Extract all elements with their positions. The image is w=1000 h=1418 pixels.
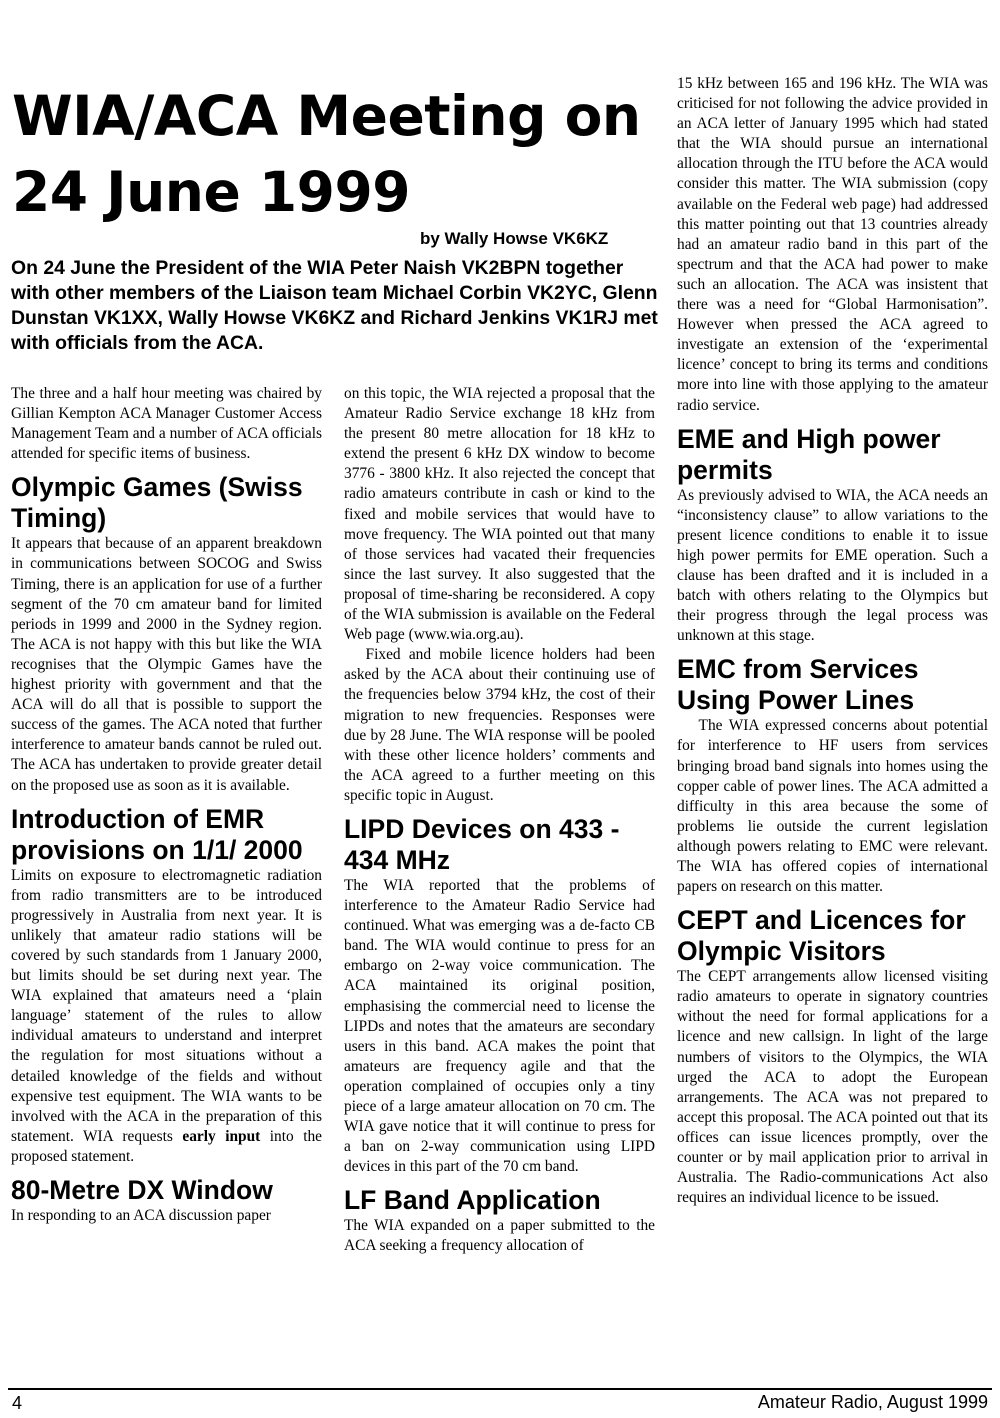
- bold-text: early input: [182, 1127, 261, 1145]
- text-run: Limits on exposure to electromagnetic radiation from radio transmitters are to be introduced progressively in Australia from next year. It is unlikely that amateur radio stations will be covered by such standards from 1 January 2000, but limits should be set during next year. The WIA explained that amateurs need a ‘plain language’ statement of the rules to allow individual amateurs to understand and interpret the regulation for most situations without a detailed knowledge of the fields and without expensive test equipment. The WIA wants to be involved with the ACA in the preparation of this statement. WIA requests: [11, 866, 322, 1145]
- body-paragraph: The CEPT arrangements allow licensed visiting radio amateurs to operate in signatory countries without the need for formal applications for a licence and new callsign. In light of the large numbers of visitors to the Olympics, the WIA urged the ACA to adopt the European arrangements. The ACA was not prepared to accept this proposal. The ACA pointed out that its offices can issue licences promptly, over the counter or by mail application prior to arrival in Australia. The Radio-communications Act also requires an individual licence to be issued.: [677, 968, 988, 1207]
- page-number: 4: [12, 1393, 23, 1413]
- body-paragraph: The three and a half hour meeting was chaired by Gillian Kempton ACA Manager Customer Access Management Team and a number of ACA officials attended for specific items of business.: [11, 385, 322, 463]
- text-run: into the proposed statement.: [11, 1127, 323, 1165]
- article-title: WIA/ACA Meeting on 24 June 1999: [12, 84, 641, 224]
- intro-paragraph: On 24 June the President of the WIA Peter Naish VK2BPN together with other members of the Liaison team Michael Corbin VK2YC, Glenn Dunstan VK1XX, Wally Howse VK6KZ and Richard Jenkins VK1RJ met with officials from the ACA.: [11, 257, 658, 354]
- body-paragraph: The WIA reported that the problems of interference to the Amateur Radio Service had continued. What was emerging was a de-facto CB band. The WIA would continue to press for an embargo on 2-way voice communication. The ACA maintained its original position, emphasising the commercial need to license the LIPDs and notes that the amateurs are secondary users in this band. ACA makes the point that amateurs are frequency agile and that the operation complained of occupies only a tiny piece of a large amateur allocation on 70 cm. The WIA gave notice that it will continue to press for a ban on 2-way communication using LIPD devices in this part of the 70 cm band.: [344, 876, 655, 1176]
- body-paragraph: It appears that because of an apparent breakdown in communications between SOCOG and Swiss Timing, there is an application for use of a further segment of the 70 cm amateur band for limited periods in 1999 and 2000 in the Sydney region. The ACA is not happy with this but like the WIA recognises that the Olympic Games have the highest priority with government and that the ACA will do all that is possible to support the success of the games. The ACA noted that further interference to amateur bands cannot be ruled out. The ACA has undertaken to provide greater detail on the proposed use as soon as it is available.: [11, 535, 322, 794]
- byline: by Wally Howse VK6KZ: [420, 229, 609, 248]
- body-paragraph: As previously advised to WIA, the ACA needs an “inconsistency clause” to allow variations to the present licence conditions to enable it to issue high power permits for EME operation. Such a clause has been drafted and it is included in a batch with others relating to the Olympics but their progress through the legal process was unknown at this stage.: [677, 486, 988, 645]
- body-paragraph: Fixed and mobile licence holders had been asked by the ACA about their continuing use of the frequencies below 3794 kHz, the cost of their migration to new frequencies. Responses were due by 28 June. The WIA response will be pooled with these other licence holders’ comments and the ACA agreed to a further meeting on this specific topic in August.: [344, 646, 655, 804]
- body-paragraph: The WIA expanded on a paper submitted to the ACA seeking a frequency allocation of: [344, 1217, 655, 1255]
- section-heading-cept: CEPT and Licences for Olympic Visitors: [677, 905, 966, 967]
- publication-info: Amateur Radio, August 1999: [757, 1392, 988, 1412]
- section-heading-emc: EMC from Services Using Power Lines: [677, 654, 919, 716]
- column-3: [677, 74, 988, 1208]
- body-paragraph: In responding to an ACA discussion paper: [11, 1207, 271, 1224]
- section-heading-80m-dx: 80-Metre DX Window: [11, 1175, 273, 1205]
- body-paragraph: on this topic, the WIA rejected a proposal that the Amateur Radio Service exchange 18 kHz from the present 80 metre allocation for 18 kHz to extend the present 6 kHz DX window to become 3776 - 3800 kHz. It also rejected the concept that radio amateurs contribute in cash or kind to the fixed and mobile services that would have to move frequency. The WIA pointed out that many of those services had vacated their frequencies since the last survey. It also suggested that the proposal of time-sharing be reconsidered. A copy of the WIA submission is available on the Federal Web page (www.wia.org.au).: [344, 385, 655, 644]
- section-heading-eme: EME and High power permits: [677, 423, 941, 485]
- section-heading-lf-band: LF Band Application: [344, 1185, 601, 1216]
- section-heading-olympic-games: Olympic Games (Swiss Timing): [11, 472, 303, 534]
- body-paragraph: [11, 866, 322, 1167]
- body-paragraph: The WIA expressed concerns about potential for interference to HF users from services bringing broad band signals into homes using the copper cable of power lines. The ACA admitted a difficulty in this area because the some of problems lie outside the current legislation although powers relating to EMC were relevant. The WIA has offered copies of international papers on research on this matter.: [677, 717, 988, 896]
- column-1: [11, 384, 322, 1226]
- section-heading-lipd: LIPD Devices on 433 - 434 MHz: [344, 813, 620, 875]
- section-heading-emr: Introduction of EMR provisions on 1/1/ 2000: [11, 803, 303, 865]
- body-paragraph: 15 kHz between 165 and 196 kHz. The WIA was criticised for not following the advice provided in an ACA letter of January 1995 which had stated that the WIA should pursue an international allocation through the ITU before the ACA would consider this matter. The WIA submission (copy available on the Federal web page) had addressed this matter pointing out that 13 countries already had an amateur radio band in this part of the spectrum and that the ACA had power to make such an allocation. The ACA was insistent that there was a need for “Global Harmonisation”. However when pressed the ACA agreed to investigate an extension of the ‘experimental licence’ concept to bring its terms and conditions more into line with those applying to the amateur radio service.: [677, 75, 988, 414]
- footer-divider: [8, 1388, 992, 1390]
- column-2: [344, 384, 655, 1257]
